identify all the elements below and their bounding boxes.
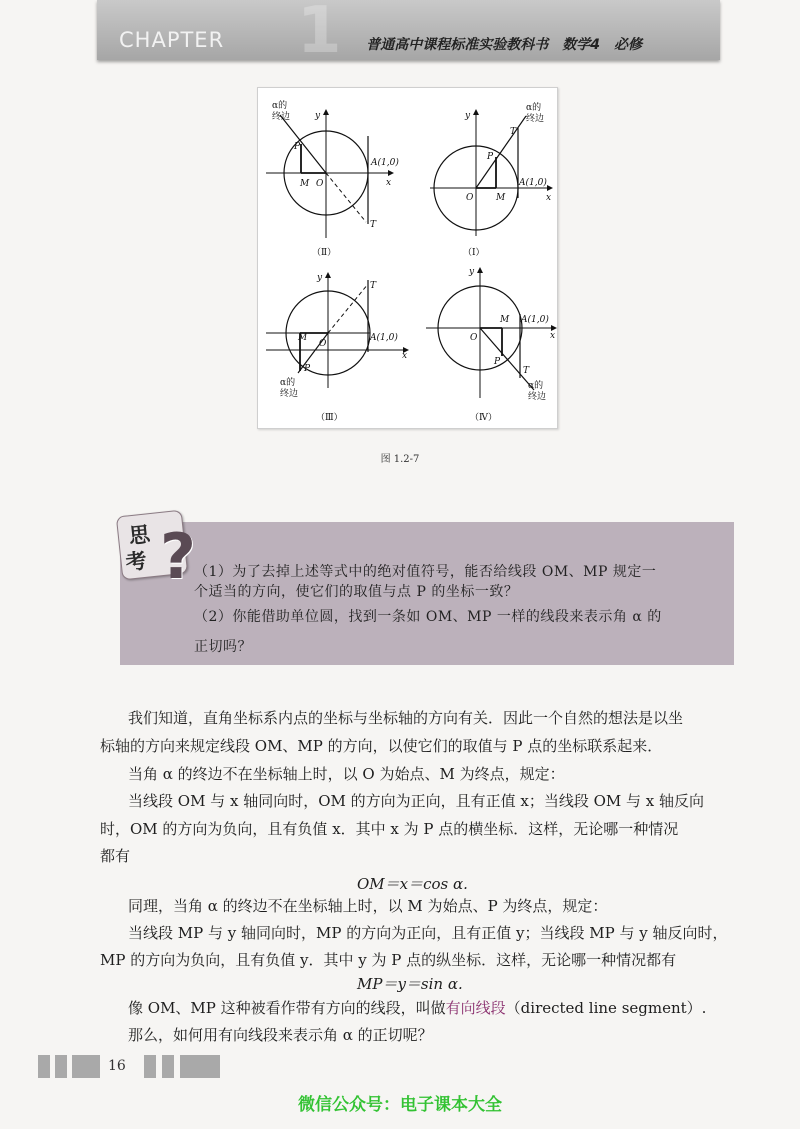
body-p3-line3: 都有 xyxy=(100,847,131,865)
panel-i-a: A(1,0) xyxy=(519,178,547,188)
footer-block-6 xyxy=(180,1055,220,1078)
panel-i-x: x xyxy=(546,193,552,203)
think-char-2: 考 xyxy=(124,547,148,575)
chapter-word: CHAPTER xyxy=(119,28,225,52)
formula-sin: MP＝y＝sin α. xyxy=(357,975,463,993)
chapter-number: 1 xyxy=(297,0,342,68)
panel-iv-o: O xyxy=(470,333,478,343)
panel-iii-m: M xyxy=(298,333,308,343)
panel-i-y: y xyxy=(465,111,471,121)
panel-i-p: P xyxy=(487,152,494,162)
panel-iii-x: x xyxy=(402,351,408,361)
panel-i-t: T xyxy=(510,127,517,137)
panel-ii-edge: 终边 xyxy=(272,112,291,122)
think-q2-line2: 正切吗？ xyxy=(194,639,252,655)
body-p4: 同理，当角 α 的终边不在坐标轴上时，以 M 为始点、P 为终点，规定： xyxy=(128,897,608,915)
panel-ii-m: M xyxy=(300,179,310,189)
think-q1-line2: 个适当的方向，使它们的取值与点 P 的坐标一致？ xyxy=(194,584,519,600)
think-char-1: 思 xyxy=(127,521,152,549)
panel-iv-label: （Ⅳ） xyxy=(470,413,497,423)
unit-circle-diagrams xyxy=(258,88,557,428)
panel-iv-x: x xyxy=(550,331,556,341)
panel-iv-edge: 终边 xyxy=(528,392,547,402)
body-p6-pre: 像 OM、MP 这种被看作带有方向的线段，叫做 xyxy=(128,999,446,1017)
chapter-header-bar xyxy=(97,0,720,68)
think-q2-line1: （2）你能借助单位圆，找到一条如 OM、MP 一样的线段来表示角 α 的 xyxy=(194,609,662,625)
body-p5-line2: MP 的方向为负向，且有负值 y．其中 y 为 P 点的纵坐标．这样，无论哪一种情况都有 xyxy=(100,951,677,969)
body-p3-line2: 时，OM 的方向为负向，且有负值 x．其中 x 为 P 点的横坐标．这样，无论哪一种情况 xyxy=(100,820,679,838)
panel-iii-o: O xyxy=(319,339,327,349)
panel-ii-a: A(1,0) xyxy=(371,158,399,168)
panel-i-edge: 终边 xyxy=(526,114,545,124)
panel-iv-p: P xyxy=(494,357,501,367)
panel-iv-y: y xyxy=(469,267,475,277)
panel-iii xyxy=(266,273,408,423)
footer-block-2 xyxy=(55,1055,67,1078)
body-p7: 那么，如何用有向线段来表示角 α 的正切呢？ xyxy=(128,1026,433,1044)
panel-ii-t: T xyxy=(370,220,377,230)
panel-iv-a: A(1,0) xyxy=(521,315,549,325)
panel-ii xyxy=(266,99,399,258)
body-p6 xyxy=(128,997,706,1018)
footer-block-3 xyxy=(72,1055,100,1078)
panel-ii-label: （Ⅱ） xyxy=(312,248,337,258)
body-p6-post: （directed line segment）. xyxy=(505,999,707,1017)
footer-block-1 xyxy=(38,1055,50,1078)
panel-ii-p: P xyxy=(294,142,301,152)
watermark: 微信公众号：电子课本大全 xyxy=(298,1095,502,1115)
figure-caption: 图 1.2-7 xyxy=(380,454,420,465)
panel-iii-t: T xyxy=(370,281,377,291)
panel-i-m: M xyxy=(496,193,506,203)
panel-iii-edge: 终边 xyxy=(280,389,299,399)
panel-iii-alpha: α的 xyxy=(280,378,296,388)
panel-i xyxy=(430,101,552,258)
formula-cos: OM＝x＝cos α. xyxy=(357,875,468,893)
panel-ii-y: y xyxy=(315,111,321,121)
unit-circle-figure xyxy=(257,87,558,429)
panel-iv-m: M xyxy=(500,315,510,325)
panel-ii-x: x xyxy=(386,178,392,188)
panel-ii-alpha: α的 xyxy=(272,101,288,111)
panel-iv xyxy=(426,267,556,423)
panel-iv-alpha: α的 xyxy=(528,381,544,391)
panel-i-alpha: α的 xyxy=(526,103,542,113)
footer-block-5 xyxy=(162,1055,174,1078)
directed-segment-term: 有向线段 xyxy=(445,999,506,1017)
panel-iv-t: T xyxy=(523,366,530,376)
question-mark-icon: ? xyxy=(160,520,196,593)
panel-i-o: O xyxy=(466,193,474,203)
body-p2: 当角 α 的终边不在坐标轴上时，以 O 为始点、M 为终点，规定： xyxy=(128,765,565,783)
body-p1-line1: 我们知道，直角坐标系内点的坐标与坐标轴的方向有关．因此一个自然的想法是以坐 xyxy=(128,709,684,727)
body-p1-line2: 标轴的方向来规定线段 OM、MP 的方向，以使它们的取值与 P 点的坐标联系起来． xyxy=(100,737,663,755)
panel-i-label: （Ⅰ） xyxy=(463,248,485,258)
body-p3-line1: 当线段 OM 与 x 轴同向时，OM 的方向为正向，且有正值 x；当线段 OM 与 x 轴反向 xyxy=(128,792,705,810)
page-number: 16 xyxy=(108,1058,126,1074)
panel-iii-a: A(1,0) xyxy=(370,333,398,343)
panel-iii-p: P xyxy=(304,364,311,374)
panel-ii-o: O xyxy=(316,179,324,189)
panel-iii-y: y xyxy=(317,273,323,283)
footer-block-4 xyxy=(144,1055,156,1078)
body-p5-line1: 当线段 MP 与 y 轴同向时，MP 的方向为正向，且有正值 y；当线段 MP 与 y 轴反向时， xyxy=(128,924,728,942)
book-title: 普通高中课程标准实验教科书 数学4 必修 xyxy=(366,37,642,53)
panel-iii-label: （Ⅲ） xyxy=(316,413,343,423)
think-q1-line1: （1）为了去掉上述等式中的绝对值符号，能否给线段 OM、MP 规定一 xyxy=(194,564,657,580)
